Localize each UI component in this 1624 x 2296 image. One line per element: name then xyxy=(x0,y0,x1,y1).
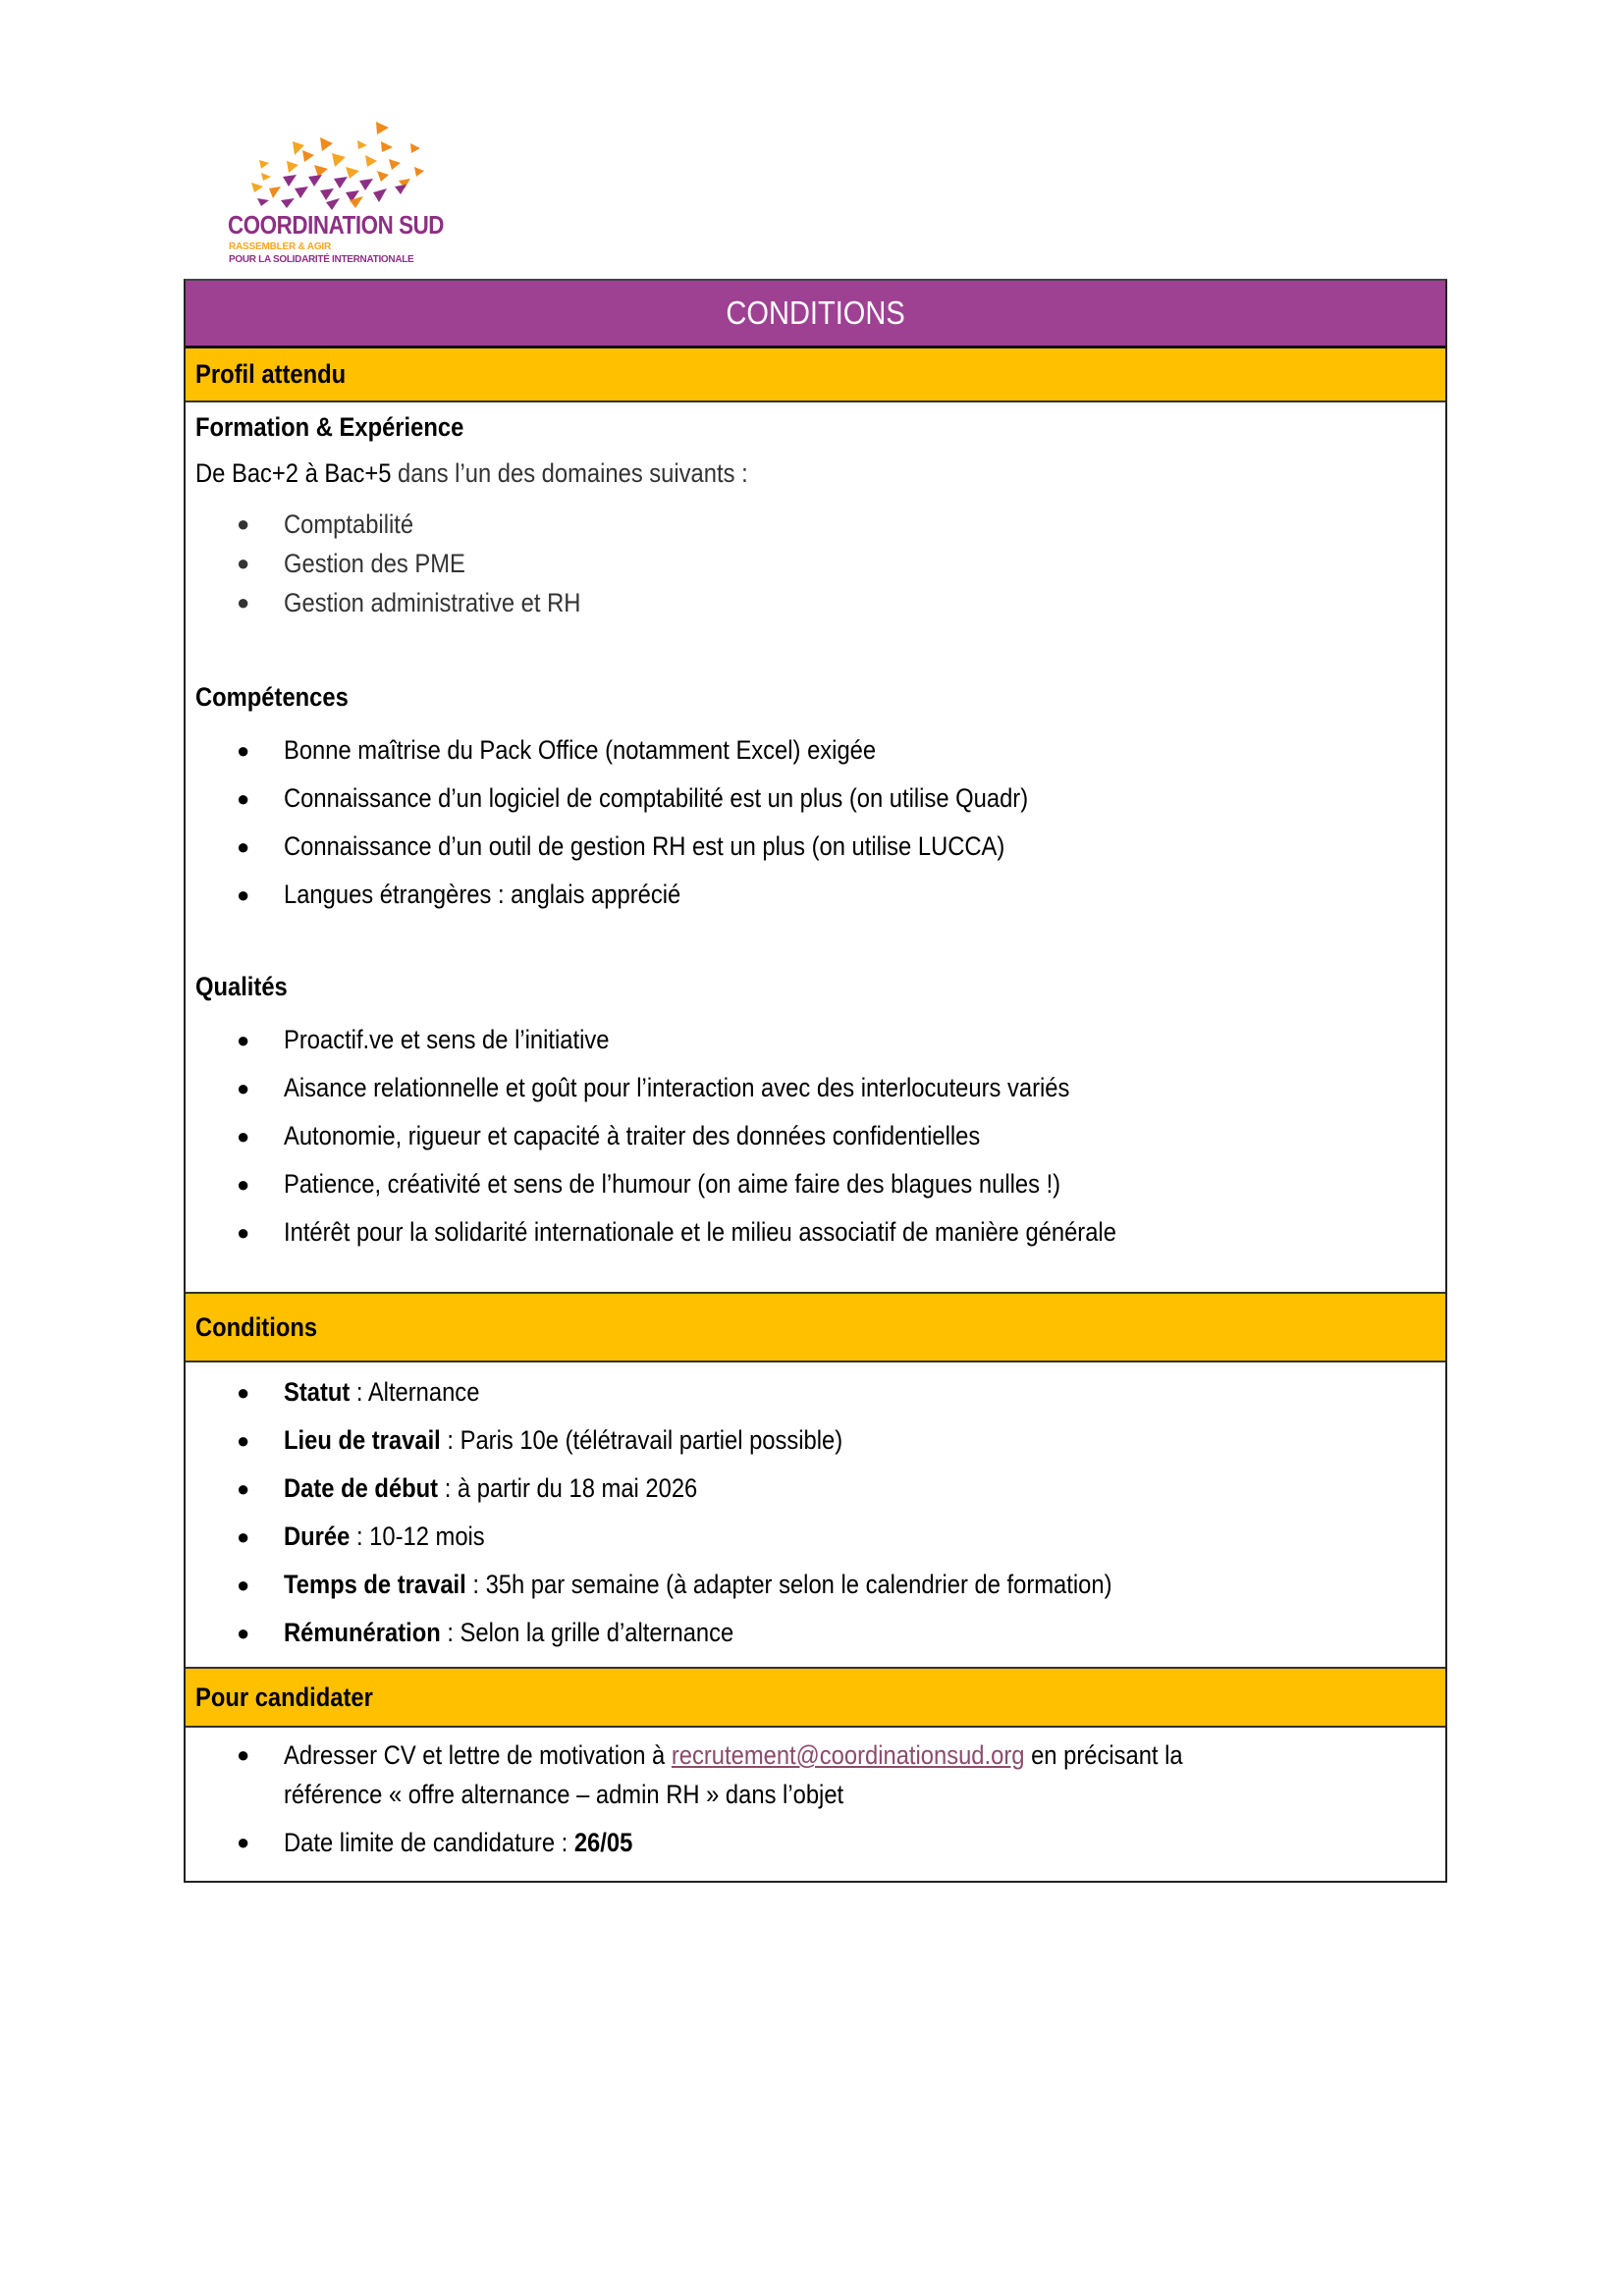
conditions-list xyxy=(186,1368,1225,1657)
list-item: ● Statut : Alternance xyxy=(186,1368,1225,1416)
list-item: ● Temps de travail : 35h par semaine (à adapter selon le calendrier de formation) xyxy=(186,1561,1225,1609)
coordination-sud-logo xyxy=(224,116,445,273)
bullet-icon: ● xyxy=(237,1172,250,1197)
competences-list xyxy=(186,726,1129,919)
bullet-icon: ● xyxy=(237,1830,250,1854)
bullet-icon: ● xyxy=(237,1573,250,1597)
list-item-continuation: référence « offre alternance – admin RH » dans l’objet xyxy=(284,1780,844,1809)
candidater-list xyxy=(186,1735,1305,1862)
formation-subheading: Formation & Expérience xyxy=(195,412,464,442)
list-item: ● Proactif.ve et sens de l’initiative xyxy=(186,1016,1230,1064)
list-item: ● Date de début : à partir du 18 mai 2026 xyxy=(186,1465,1225,1513)
section-body-candidater xyxy=(186,1728,1445,1881)
section-body-profil xyxy=(186,402,1445,1292)
bullet-icon: ● xyxy=(237,590,250,614)
conditions-table xyxy=(184,279,1447,1883)
logo-tagline-2: POUR LA SOLIDARITÉ INTERNATIONALE xyxy=(229,254,414,265)
bullet-icon: ● xyxy=(237,738,250,763)
list-item: ● Comptabilité xyxy=(186,505,622,544)
bullet-icon: ● xyxy=(237,1124,250,1148)
list-item: ● Gestion des PME xyxy=(186,544,622,583)
logo-name: COORDINATION SUD xyxy=(228,210,445,240)
list-item: ● Date limite de candidature : 26/05 xyxy=(186,1823,1305,1862)
bullet-icon: ● xyxy=(237,786,250,811)
bullet-icon: ● xyxy=(237,1742,250,1767)
bullet-icon: ● xyxy=(237,1621,250,1645)
list-item: ● Autonomie, rigueur et capacité à traiter des données confidentielles xyxy=(186,1112,1230,1160)
bullet-icon: ● xyxy=(237,1476,250,1501)
table-title-row xyxy=(186,281,1445,348)
list-item: ● Intérêt pour la solidarité internationale et le milieu associatif de manière générale xyxy=(186,1208,1230,1256)
section-header-profil xyxy=(186,348,1445,402)
email-link[interactable]: recrutement@coordinationsud.org xyxy=(671,1740,1025,1770)
qualites-subheading: Qualités xyxy=(195,972,288,1001)
competences-subheading: Compétences xyxy=(195,682,349,712)
section-heading: Conditions xyxy=(195,1311,318,1342)
bullet-icon: ● xyxy=(237,1428,250,1453)
section-body-conditions xyxy=(186,1362,1445,1667)
table-title: CONDITIONS xyxy=(726,294,905,331)
bullet-icon: ● xyxy=(237,1220,250,1245)
list-item: ● Patience, créativité et sens de l’humour (on aime faire des blagues nulles !) xyxy=(186,1160,1230,1208)
logo-tagline-1: RASSEMBLER & AGIR xyxy=(229,241,332,252)
qualites-list xyxy=(186,1016,1230,1256)
logo-triangles-icon xyxy=(224,116,440,214)
formation-list xyxy=(186,505,622,622)
list-item: ● Aisance relationnelle et goût pour l’interaction avec des interlocuteurs variés xyxy=(186,1064,1230,1112)
list-item: ● Durée : 10-12 mois xyxy=(186,1513,1225,1561)
list-item: ● Bonne maîtrise du Pack Office (notamment Excel) exigée xyxy=(186,726,1129,774)
bullet-icon: ● xyxy=(237,834,250,859)
bullet-icon: ● xyxy=(237,1028,250,1052)
list-item: ● Connaissance d’un outil de gestion RH est un plus (on utilise LUCCA) xyxy=(186,823,1129,871)
deadline-value: 26/05 xyxy=(573,1828,633,1857)
list-item: ● Lieu de travail : Paris 10e (télétravail partiel possible) xyxy=(186,1416,1225,1465)
bullet-icon: ● xyxy=(237,1524,250,1549)
bullet-icon: ● xyxy=(237,1076,250,1100)
section-header-candidater xyxy=(186,1667,1445,1728)
section-heading: Profil attendu xyxy=(195,359,347,389)
bullet-icon: ● xyxy=(237,511,250,536)
list-item: ● Adresser CV et lettre de motivation à recrutement@coordinationsud.org en précisant la xyxy=(186,1735,1305,1775)
bullet-icon: ● xyxy=(237,551,250,575)
formation-intro: De Bac+2 à Bac+5 dans l’un des domaines suivants : xyxy=(195,458,748,488)
section-header-conditions xyxy=(186,1292,1445,1362)
bullet-icon: ● xyxy=(237,882,250,907)
list-item: ● Langues étrangères : anglais apprécié xyxy=(186,871,1129,919)
list-item: ● Gestion administrative et RH xyxy=(186,583,622,622)
bullet-icon: ● xyxy=(237,1380,250,1405)
section-heading: Pour candidater xyxy=(195,1682,373,1712)
list-item: ● Rémunération : Selon la grille d’alternance xyxy=(186,1609,1225,1657)
list-item: ● Connaissance d’un logiciel de comptabilité est un plus (on utilise Quadr) xyxy=(186,774,1129,823)
